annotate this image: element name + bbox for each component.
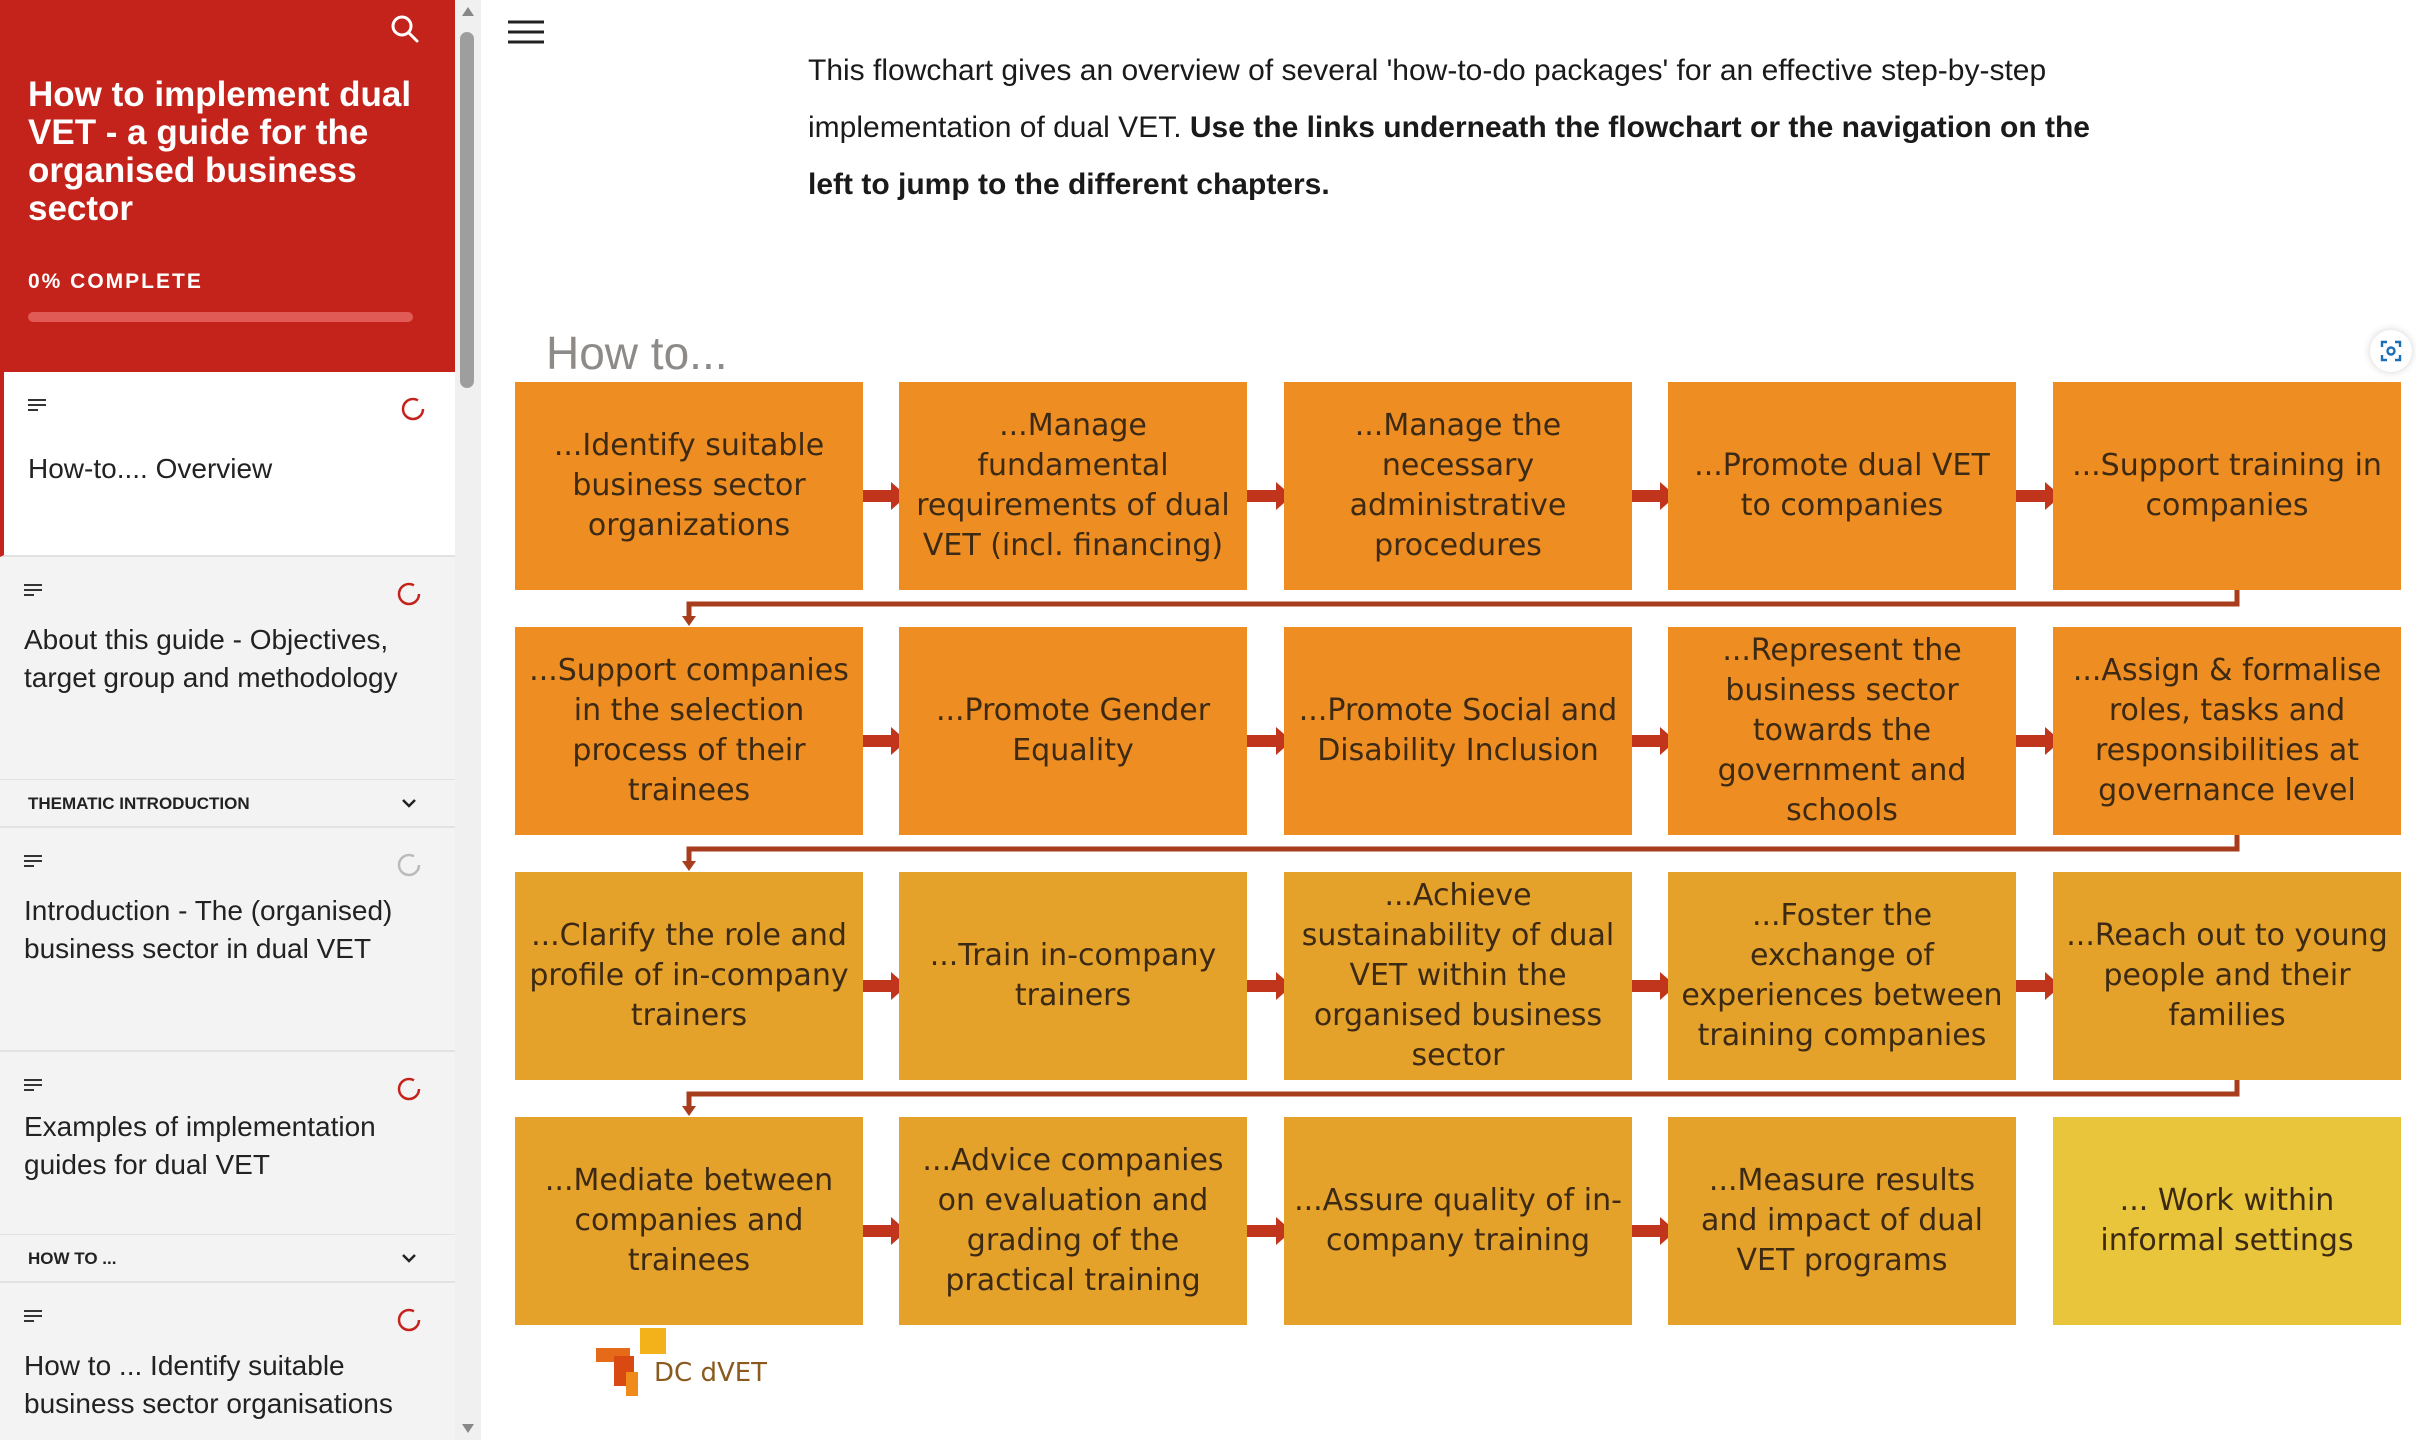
lesson-label: How to ... Identify suitable business sector organisations [24, 1350, 393, 1419]
flowchart-step-box: ...Advice companies on evaluation and grading of the practical training [899, 1117, 1247, 1325]
logo-text: DC dVET [654, 1358, 768, 1388]
section-label: HOW TO ... [28, 1249, 117, 1268]
flowchart-step-box: ...Measure results and impact of dual VET programs [1668, 1117, 2016, 1325]
row-connector-arrowhead [682, 1106, 696, 1116]
intro-bold-text: Use the links underneath the flowchart or the navigation on the left to jump to the different chapters. [808, 111, 2090, 201]
flowchart-step-box: ...Identify suitable business sector organizations [515, 382, 863, 590]
scroll-up-arrow-icon[interactable] [458, 2, 478, 22]
progress-circle-icon [400, 396, 426, 422]
flowchart-step-box: ...Promote Social and Disability Inclusion [1284, 627, 1632, 835]
chevron-down-icon [396, 1247, 422, 1269]
lesson-item-introduction[interactable] [0, 828, 455, 1052]
flowchart-step-box: ...Manage fundamental requirements of dual VET (incl. financing) [899, 382, 1247, 590]
lesson-label: How-to.... Overview [28, 453, 273, 484]
progress-label: 0% COMPLETE [28, 270, 203, 293]
scrollbar-thumb[interactable] [460, 32, 474, 388]
section-how-to[interactable] [0, 1235, 455, 1283]
lesson-item-about[interactable] [0, 557, 455, 781]
text-lesson-icon [24, 1309, 42, 1323]
progress-circle-icon [396, 1307, 422, 1333]
lesson-label: About this guide - Objectives, target group and methodology [24, 624, 398, 693]
flowchart-step-box: ...Foster the exchange of experiences between training companies [1668, 872, 2016, 1080]
progress-circle-icon [396, 852, 422, 878]
course-header [0, 0, 455, 372]
lesson-label: Examples of implementation guides for dual VET [24, 1111, 376, 1180]
text-lesson-icon [24, 1078, 42, 1092]
flowchart-step-box: ...Achieve sustainability of dual VET within the organised business sector [1284, 872, 1632, 1080]
sidebar-scrollbar[interactable] [455, 0, 481, 1440]
flowchart-step-box: ...Support companies in the selection process of their trainees [515, 627, 863, 835]
flowchart-step-box: ... Work within informal settings [2053, 1117, 2401, 1325]
course-sidebar [0, 0, 455, 1440]
progress-circle-icon [396, 1076, 422, 1102]
flowchart-step-box: ...Train in-company trainers [899, 872, 1247, 1080]
row-connector-line [689, 835, 2237, 863]
lesson-item-identify[interactable] [0, 1283, 455, 1440]
flowchart-step-box: ...Promote Gender Equality [899, 627, 1247, 835]
intro-paragraph [808, 42, 2128, 213]
section-label: THEMATIC INTRODUCTION [28, 794, 250, 813]
flowchart-step-box: ...Represent the business sector towards the government and schools [1668, 627, 2016, 835]
lesson-item-overview[interactable] [0, 372, 455, 557]
scroll-down-arrow-icon[interactable] [458, 1418, 478, 1438]
row-connector-line [689, 1080, 2237, 1108]
flowchart-step-box: ...Assure quality of in-company training [1284, 1117, 1632, 1325]
flowchart-step-box: ...Support training in companies [2053, 382, 2401, 590]
lesson-label: Introduction - The (organised) business sector in dual VET [24, 895, 393, 964]
row-connector-arrowhead [682, 616, 696, 626]
lesson-item-examples[interactable] [0, 1052, 455, 1236]
row-connector-arrowhead [682, 861, 696, 871]
chevron-down-icon [396, 792, 422, 814]
flowchart-step-box: ...Mediate between companies and trainees [515, 1117, 863, 1325]
intro-text: This flowchart gives an overview of several 'how-to-do packages' for an effective step-by-step implementation of dual VET. [808, 54, 2047, 144]
row-connector-line [689, 590, 2237, 618]
flowchart-step-box: ...Reach out to young people and their families [2053, 872, 2401, 1080]
flowchart-step-box: ...Manage the necessary administrative procedures [1284, 382, 1632, 590]
text-lesson-icon [24, 583, 42, 597]
flowchart-title: How to... [546, 327, 728, 379]
section-thematic-introduction[interactable] [0, 780, 455, 828]
hamburger-menu-icon[interactable] [506, 16, 546, 48]
flowchart-step-box: ...Assign & formalise roles, tasks and responsibilities at governance level [2053, 627, 2401, 835]
search-icon[interactable] [388, 12, 422, 46]
flowchart-step-box: ...Clarify the role and profile of in-company trainers [515, 872, 863, 1080]
text-lesson-icon [28, 398, 46, 412]
progress-bar [28, 312, 413, 322]
flowchart-step-box: ...Promote dual VET to companies [1668, 382, 2016, 590]
text-lesson-icon [24, 854, 42, 868]
course-title: How to implement dual VET - a guide for the organised business sector [28, 75, 412, 228]
progress-circle-icon [396, 581, 422, 607]
